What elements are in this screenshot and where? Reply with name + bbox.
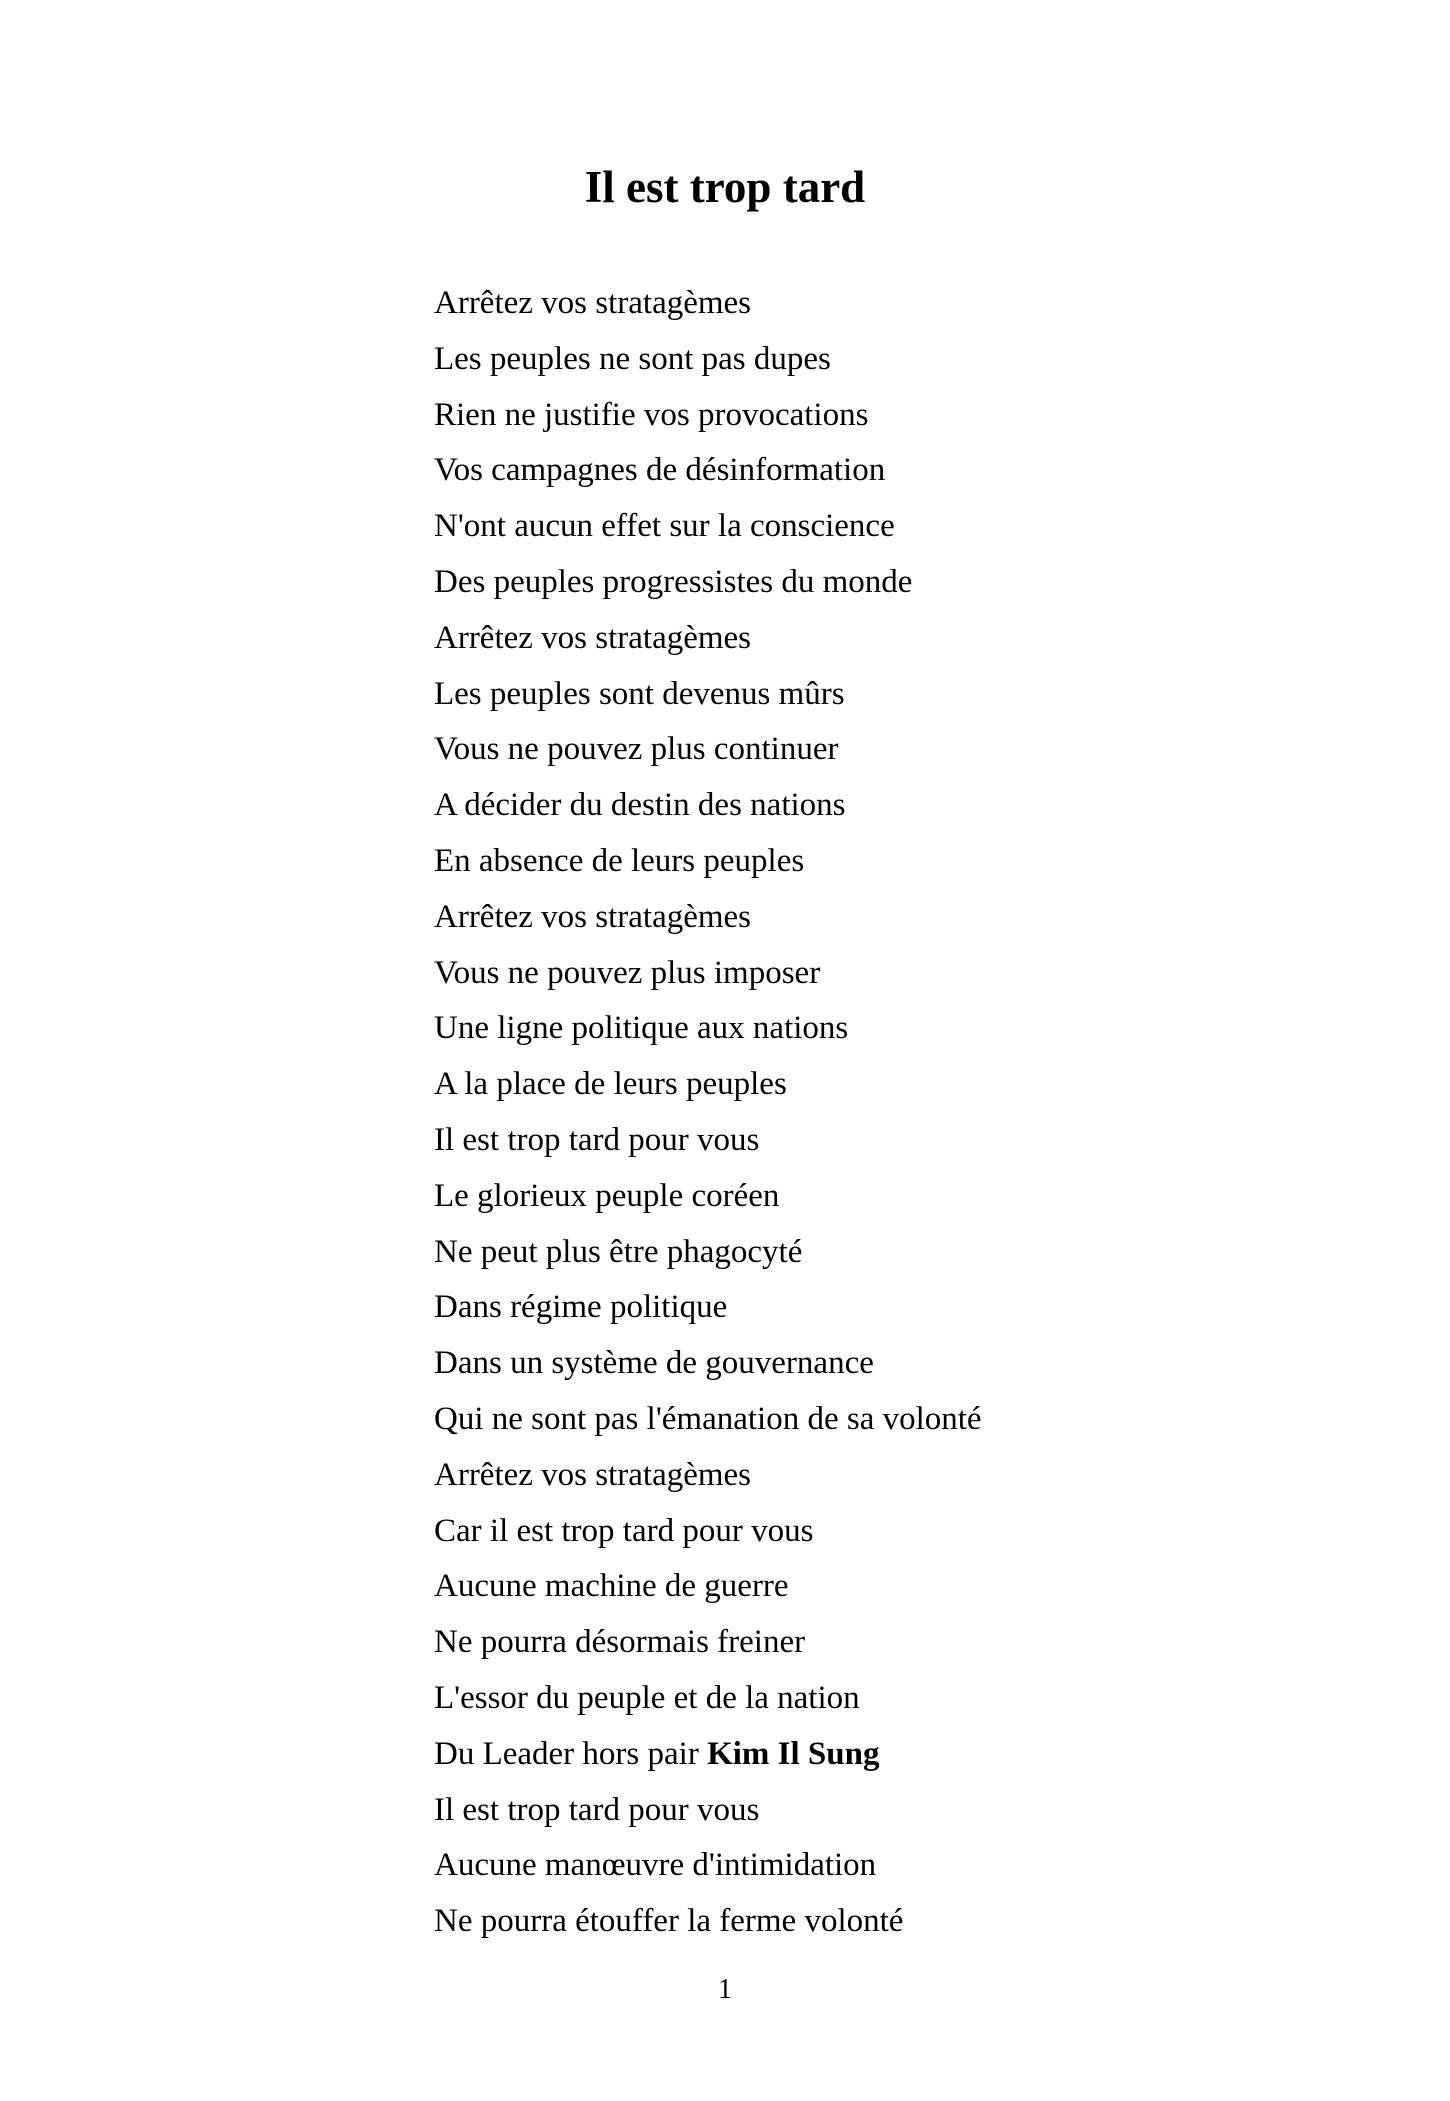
poem-line: Arrêtez vos stratagèmes xyxy=(434,1456,752,1493)
poem-line: Rien ne justifie vos provocations xyxy=(434,396,869,433)
poem-title: Il est trop tard xyxy=(584,162,866,212)
poem-line: Les peuples sont devenus mûrs xyxy=(434,675,845,712)
poem-line: Dans un système de gouvernance xyxy=(434,1345,874,1382)
poem-line: Ne pourra désormais freiner xyxy=(434,1624,806,1661)
poem-line: Aucune manœuvre d'intimidation xyxy=(434,1847,877,1884)
poem-line: Arrêtez vos stratagèmes xyxy=(434,619,752,656)
poem-line: Aucune machine de guerre xyxy=(434,1568,789,1605)
poem-line: Il est trop tard pour vous xyxy=(434,1791,760,1828)
page-number: 1 xyxy=(718,1974,732,2005)
leader-line-prefix: Du Leader hors pair xyxy=(434,1735,708,1772)
poem-line: En absence de leurs peuples xyxy=(434,842,805,879)
poem-line: Arrêtez vos stratagèmes xyxy=(434,898,752,935)
poem-line: A décider du destin des nations xyxy=(434,787,846,824)
poem-line: Le glorieux peuple coréen xyxy=(434,1177,780,1214)
poem-line: Ne pourra étouffer la ferme volonté xyxy=(434,1903,904,1940)
poem-body xyxy=(434,276,1394,1950)
poem-line: Ne peut plus être phagocyté xyxy=(434,1233,803,1270)
poem-line: Qui ne sont pas l'émanation de sa volonté xyxy=(434,1400,982,1437)
poem-line: Les peuples ne sont pas dupes xyxy=(434,340,831,377)
poem-line: N'ont aucun effet sur la conscience xyxy=(434,508,895,545)
leader-name: Kim Il Sung xyxy=(707,1735,880,1772)
poem-line: Car il est trop tard pour vous xyxy=(434,1512,814,1549)
poem-line: Dans régime politique xyxy=(434,1289,728,1326)
poem-line: Vos campagnes de désinformation xyxy=(434,452,886,489)
poem-line: Il est trop tard pour vous xyxy=(434,1121,760,1158)
poem-line: Arrêtez vos stratagèmes xyxy=(434,285,752,321)
poem-line: L'essor du peuple et de la nation xyxy=(434,1679,860,1716)
poem-line: Une ligne politique aux nations xyxy=(434,1010,849,1047)
poem-line: Des peuples progressistes du monde xyxy=(434,563,913,600)
poem-line: Vous ne pouvez plus continuer xyxy=(434,731,839,768)
poem-line: A la place de leurs peuples xyxy=(434,1066,787,1103)
poem-line: Vous ne pouvez plus imposer xyxy=(434,954,821,991)
poem-line-leader xyxy=(434,1727,1394,1783)
